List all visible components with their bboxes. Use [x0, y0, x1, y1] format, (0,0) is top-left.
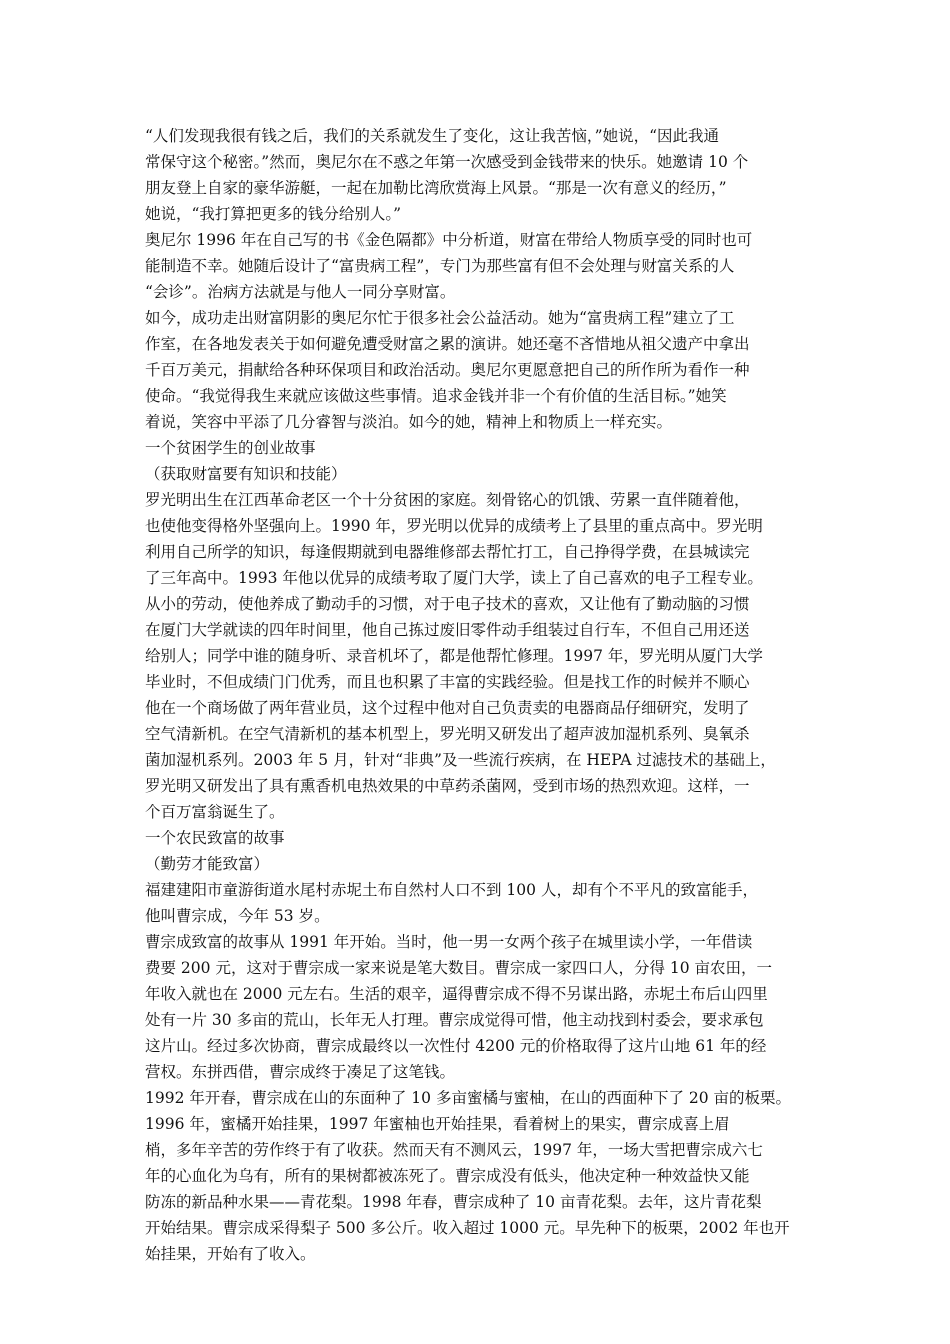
text-line: 在厦门大学就读的四年时间里，他自己拣过废旧零件动手组装过自行车，不但自己用还送	[145, 621, 750, 639]
text-line: 罗光明出生在江西革命老区一个十分贫困的家庭。刻骨铭心的饥饿、劳累一直伴随着他，	[145, 491, 750, 509]
text-line: 1996 年，蜜橘开始挂果，1997 年蜜柚也开始挂果，看着树上的果实，曹宗成喜上眉	[145, 1115, 730, 1133]
section-heading: 一个农民致富的故事	[145, 829, 285, 847]
text-line: 朋友登上自家的豪华游艇，一起在加勒比湾欣赏海上风景。“那是一次有意义的经历，”	[145, 179, 727, 197]
text-line: 个百万富翁诞生了。	[145, 803, 285, 821]
text-line: 费要 200 元，这对于曹宗成一家来说是笔大数目。曹宗成一家四口人，分得 10 亩农田，一	[145, 959, 773, 977]
text-line: 曹宗成致富的故事从 1991 年开始。当时，他一男一女两个孩子在城里读小学，一年借读	[145, 933, 753, 951]
text-line: 着说，笑容中平添了几分睿智与淡泊。如今的她，精神上和物质上一样充实。	[145, 413, 673, 431]
text-line: 奥尼尔 1996 年在自己写的书《金色隔都》中分析道，财富在带给人物质享受的同时也可	[145, 231, 753, 249]
text-line: 他在一个商场做了两年营业员，这个过程中他对自己负责卖的电器商品仔细研究，发明了	[145, 699, 750, 717]
text-line: 梢，多年辛苦的劳作终于有了收获。然而天有不测风云，1997 年，一场大雪把曹宗成六七	[145, 1141, 763, 1159]
text-line: 福建建阳市童游街道水尾村赤坭土布自然村人口不到 100 人，却有个不平凡的致富能手，	[145, 881, 758, 899]
text-line: 从小的劳动，使他养成了勤动手的习惯，对于电子技术的喜欢，又让他有了勤动脑的习惯	[145, 595, 750, 613]
text-line: 他叫曹宗成，今年 53 岁。	[145, 907, 330, 925]
text-line: “会诊”。治病方法就是与他人一同分享财富。	[145, 283, 456, 301]
text-line: 处有一片 30 多亩的荒山，长年无人打理。曹宗成觉得可惜，他主动找到村委会，要求承包	[145, 1011, 764, 1029]
text-line: 这片山。经过多次协商，曹宗成最终以一次性付 4200 元的价格取得了这片山地 61 年的经	[145, 1037, 767, 1055]
text-line: 也使他变得格外坚强向上。1990 年，罗光明以优异的成绩考上了县里的重点高中。罗光明	[145, 517, 763, 535]
text-line: 如今，成功走出财富阴影的奥尼尔忙于很多社会公益活动。她为“富贵病工程”建立了工	[145, 309, 735, 327]
text-line: 给别人；同学中谁的随身听、录音机坏了，都是他帮忙修理。1997 年，罗光明从厦门大学	[145, 647, 763, 665]
text-line: 营权。东拼西借，曹宗成终于凑足了这笔钱。	[145, 1063, 456, 1081]
section-heading: 一个贫困学生的创业故事	[145, 439, 316, 457]
text-line: 罗光明又研发出了具有熏香机电热效果的中草药杀菌网，受到市场的热烈欢迎。这样，一	[145, 777, 750, 795]
text-line: 千百万美元，捐献给各种环保项目和政治活动。奥尼尔更愿意把自己的所作所为看作一种	[145, 361, 750, 379]
text-line: 空气清新机。在空气清新机的基本机型上，罗光明又研发出了超声波加湿机系列、臭氧杀	[145, 725, 750, 743]
document-body	[145, 123, 817, 1267]
text-line: 她说，“我打算把更多的钱分给别人。”	[145, 205, 402, 223]
text-line: 年收入就也在 2000 元左右。生活的艰辛，逼得曹宗成不得不另谋出路，赤坭土布后山四里	[145, 985, 768, 1003]
text-line: 常保守这个秘密。”然而，奥尼尔在不惑之年第一次感受到金钱带来的快乐。她邀请 10 个	[145, 153, 749, 171]
text-line: 能制造不幸。她随后设计了“富贵病工程”，专门为那些富有但不会处理与财富关系的人	[145, 257, 735, 275]
section-subheading: （获取财富要有知识和技能）	[145, 465, 347, 483]
text-line: 防冻的新品种水果——青花梨。1998 年春，曹宗成种了 10 亩青花梨。去年，这片青花梨	[145, 1193, 762, 1211]
text-line: 菌加湿机系列。2003 年 5 月，针对“非典”及一些流行疾病，在 HEPA 过滤技术的基础上，	[145, 751, 776, 769]
text-line: 1992 年开春，曹宗成在山的东面种了 10 多亩蜜橘与蜜柚，在山的西面种下了 20 亩的板栗。	[145, 1089, 792, 1107]
text-line: 利用自己所学的知识，每逢假期就到电器维修部去帮忙打工，自己挣得学费，在县城读完	[145, 543, 750, 561]
text-line: 作室，在各地发表关于如何避免遭受财富之累的演讲。她还毫不吝惜地从祖父遗产中拿出	[145, 335, 750, 353]
text-line: 始挂果，开始有了收入。	[145, 1245, 316, 1263]
text-line: “人们发现我很有钱之后，我们的关系就发生了变化，这让我苦恼，”她说，“因此我通	[145, 127, 720, 145]
text-line: 了三年高中。1993 年他以优异的成绩考取了厦门大学，读上了自己喜欢的电子工程专业。	[145, 569, 763, 587]
section-subheading: （勤劳才能致富）	[145, 855, 270, 873]
text-line: 毕业时，不但成绩门门优秀，而且也积累了丰富的实践经验。但是找工作的时候并不顺心	[145, 673, 750, 691]
text-line: 开始结果。曹宗成采得梨子 500 多公斤。收入超过 1000 元。早先种下的板栗，2002 年也开	[145, 1219, 790, 1237]
text-line: 使命。“我觉得我生来就应该做这些事情。追求金钱并非一个有价值的生活目标。”她笑	[145, 387, 727, 405]
text-line: 年的心血化为乌有，所有的果树都被冻死了。曹宗成没有低头，他决定种一种效益快又能	[145, 1167, 750, 1185]
